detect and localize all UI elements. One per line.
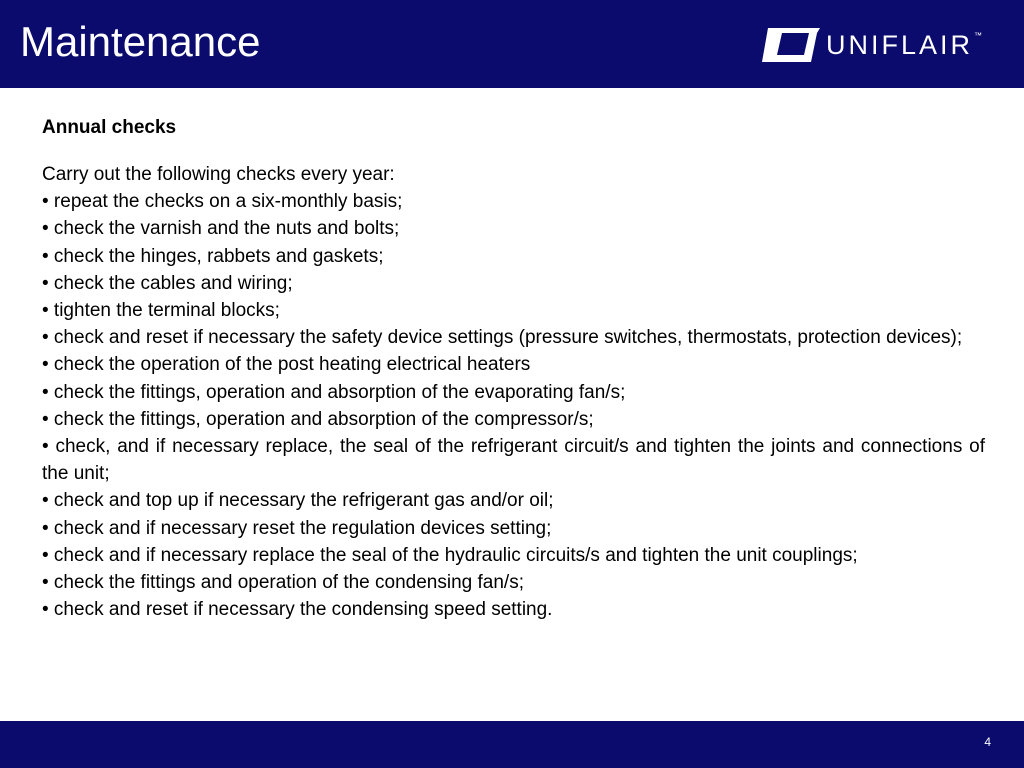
main-content [42,115,985,623]
list-item: • check the operation of the post heating electrical heaters [42,354,531,376]
list-item: • check and reset if necessary the condensing speed setting. [42,599,553,621]
header-bar [0,0,1024,88]
list-item: • check and if necessary replace the seal of the hydraulic circuits/s and tighten the unit couplings; [42,544,858,566]
list-item: • check and reset if necessary the safety device settings (pressure switches, thermostats, protection devices); [42,327,963,349]
page-number: 4 [984,735,991,749]
logo-wordmark: UNIFLAIR [826,30,974,60]
list-item: • check the fittings and operation of the condensing fan/s; [42,572,524,594]
checklist [42,188,985,623]
list-item: • check the hinges, rabbets and gaskets; [42,245,384,267]
section-heading: Annual checks [42,117,177,138]
page-title: Maintenance [20,18,261,65]
list-item: • tighten the terminal blocks; [42,300,280,322]
list-item: • check the varnish and the nuts and bolts; [42,218,400,240]
footer-bar [0,721,1024,768]
list-item: • check and top up if necessary the refrigerant gas and/or oil; [42,490,554,512]
list-item: • repeat the checks on a six-monthly basis; [42,191,403,213]
uniflair-u-mark-icon [762,28,820,62]
list-item: • check, and if necessary replace, the seal of the refrigerant circuit/s and tighten the joints and connections of the unit; [42,436,985,485]
list-item: • check the fittings, operation and absorption of the evaporating fan/s; [42,381,626,403]
intro-text: Carry out the following checks every year: [42,164,395,185]
list-item: • check the fittings, operation and absorption of the compressor/s; [42,408,594,430]
list-item: • check and if necessary reset the regulation devices setting; [42,517,552,539]
trademark-symbol: ™ [974,30,983,40]
list-item: • check the cables and wiring; [42,272,293,294]
uniflair-logo [762,27,982,63]
